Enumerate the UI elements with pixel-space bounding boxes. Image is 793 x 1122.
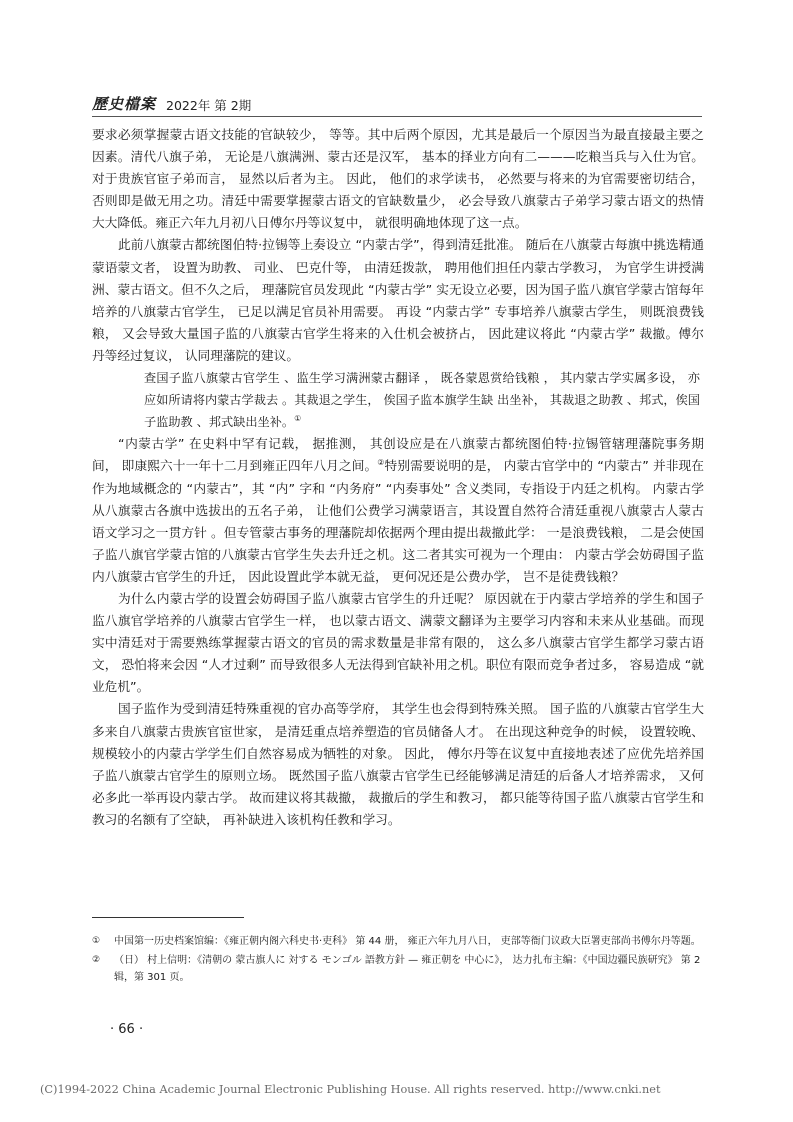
paragraph-1: 要求必须掌握蒙古语文技能的官缺较少， 等等。其中后两个原因，尤其是最后一个原因当为最直接最主要之因素。清代八旗子弟， 无论是八旗满洲、蒙古还是汉军， 基本的择业方向有二———吃粮当兵与入仕为官。对于贵族官宦子弟而言， 显然以后者为主。 因此， 他们的求学读书， 必然要与将来的为官需要密切结合， 否则即是做无用之功。清廷中需要掌握蒙古语文的官缺数量少， 必会导致八旗蒙古子弟学习蒙古语文的热情大大降低。雍正六年九月初八日傅尔丹等议复中， 就很明确地体现了这一点。 xyxy=(92,127,704,231)
paragraph-5: 国子监作为受到清廷特殊重视的官办高等学府， 其学生也会得到特殊关照。 国子监的八旗蒙古官学生大多来自八旗蒙古贵族官宦世家， 是清廷重点培养塑造的官员储备人才。 在出现这种竞争的时候， 设置较晚、规模较小的内蒙古学学生们自然容易成为牺牲的对象。 因此， 傅尔丹等在议复中直接地表述了应优先培养国子监八旗蒙古官学生的原则立场。 既然国子监八旗蒙古官学生已经能够满足清廷的后备人才培养需求， 又何必多此一举再设内蒙古学。 故而建议将其裁撤， 裁撤后的学生和教习， 都只能等待国子监八旗蒙古官学生和教习的名额有了空缺， 再补缺进入该机构任教和学习。 xyxy=(92,701,704,827)
journal-logo: 歷史檔案 xyxy=(92,95,157,113)
footnotes xyxy=(92,933,704,988)
footnote-mark: ② xyxy=(92,955,101,965)
footnote-rule xyxy=(92,917,244,918)
footnote-ref-1[interactable]: ① xyxy=(294,414,302,424)
footnote-text: （日） 村上信明：《清朝の 蒙古旗人に 対する モンゴル 語教方針 — 雍正朝を 中心に》， 达力扎布主编：《中国边疆民族研究》 第 2 辑，第 301 页。 xyxy=(114,955,701,983)
page-number: · 66 · xyxy=(110,1022,144,1037)
footnote-mark: ① xyxy=(92,936,101,946)
paragraph-4: 为什么内蒙古学的设置会妨碍国子监八旗蒙古官学生的升迁呢？ 原因就在于内蒙古学培养的学生和国子监八旗官学培养的八旗蒙古官学生一样， 也以蒙古语文、满蒙文翻译为主要学习内容和未来从业基础。而现实中清廷对于需要熟练掌握蒙古语文的官员的需求数量是非常有限的， 这么多八旗蒙古官学生都学习蒙古语文， 恐怕将来会因 “人才过剩” 而导致很多人无法得到官缺补用之机。职位有限而竞争者过多， 容易造成 “就业危机”。 xyxy=(92,590,704,695)
paragraph-3 xyxy=(92,433,704,588)
footnote-text: 中国第一历史档案馆编：《雍正朝内阁六科史书·吏科》 第 44 册， 雍正六年九月八日， 吏部等衙门议政大臣署吏部尚书傅尔丹等题。 xyxy=(114,936,701,947)
paragraph-2: 此前八旗蒙古都统图伯特·拉锡等上奏设立 “内蒙古学”，得到清廷批准。 随后在八旗蒙古每旗中挑选精通蒙语蒙文者， 设置为助教、 司业、 巴克什等， 由清廷拨款， 聘用他们担任内蒙古学教习， 为官学生讲授满洲、蒙古语文。但不久之后， 理藩院官员发现此 “内蒙古学” 实无设立必要，因为国子监八旗官学蒙古馆每年培养的八旗蒙古官学生， 已足以满足官员补用需要。 再设 “内蒙古学” 专事培养八旗蒙古学生， 则既浪费钱粮， 又会导致大量国子监的八旗蒙古官学生将来的入仕机会被挤占， 因此建议将此 “内蒙古学” 裁撤。傅尔丹等经过复议， 认同理藩院的建议。 xyxy=(92,237,704,363)
block-quote-text: 查国子监八旗蒙古官学生 、监生学习满洲蒙古翻译 ， 既各蒙恩赏给钱粮 ， 其内蒙古学实属多设， 亦应如所请将内蒙古学裁去 。其裁退之学生， 俟国子监本旗学生缺 出坐补， 其裁退之助教 、邦式，俟国子监助教 、邦式缺出坐补。 xyxy=(144,371,700,430)
header-rule xyxy=(92,116,702,117)
paragraph-3-continued: 特别需要说明的是， 内蒙古官学中的 “内蒙古” 并非现在作为地域概念的 “内蒙古”，其 “内” 字和 “内务府” “内奏事处” 含义类同，专指设于内廷之机构。 内蒙古学从八旗蒙古各旗中选拔出的五名子弟， 让他们公费学习满蒙语言，其设置自然符合清廷重视八旗蒙古人蒙古语文学习之一贯方针 。但专管蒙古事务的理藩院却依据两个理由提出裁撤此学： 一是浪费钱粮， 二是会使国子监八旗官学蒙古馆的八旗蒙古官学生失去升迁之机。这二者其实可视为一个理由： 内蒙古学会妨碍国子监内八旗蒙古官学生的升迁， 因此设置此学本就无益， 更何况还是公费办学， 岂不是徒费钱粮？ xyxy=(92,458,704,584)
footnote-2 xyxy=(92,952,704,986)
article-body xyxy=(92,124,704,831)
paragraph-3-text: “内蒙古学” 在史料中罕有记载， 据推测， 其创设应是在八旗蒙古都统图伯特·拉锡管辖理藩院事务期间， 即康熙六十一年十二月到雍正四年八月之间。 xyxy=(92,436,704,474)
footnote-ref-2[interactable]: ② xyxy=(377,458,385,468)
block-quote xyxy=(144,367,700,433)
issue-label: 2022年 第 2期 xyxy=(166,98,252,113)
copyright-notice: (C)1994-2022 China Academic Journal Electronic Publishing House. All rights reserved. http://www.cnki.net xyxy=(40,1083,661,1096)
running-header xyxy=(92,94,251,114)
footnote-1 xyxy=(92,933,704,950)
